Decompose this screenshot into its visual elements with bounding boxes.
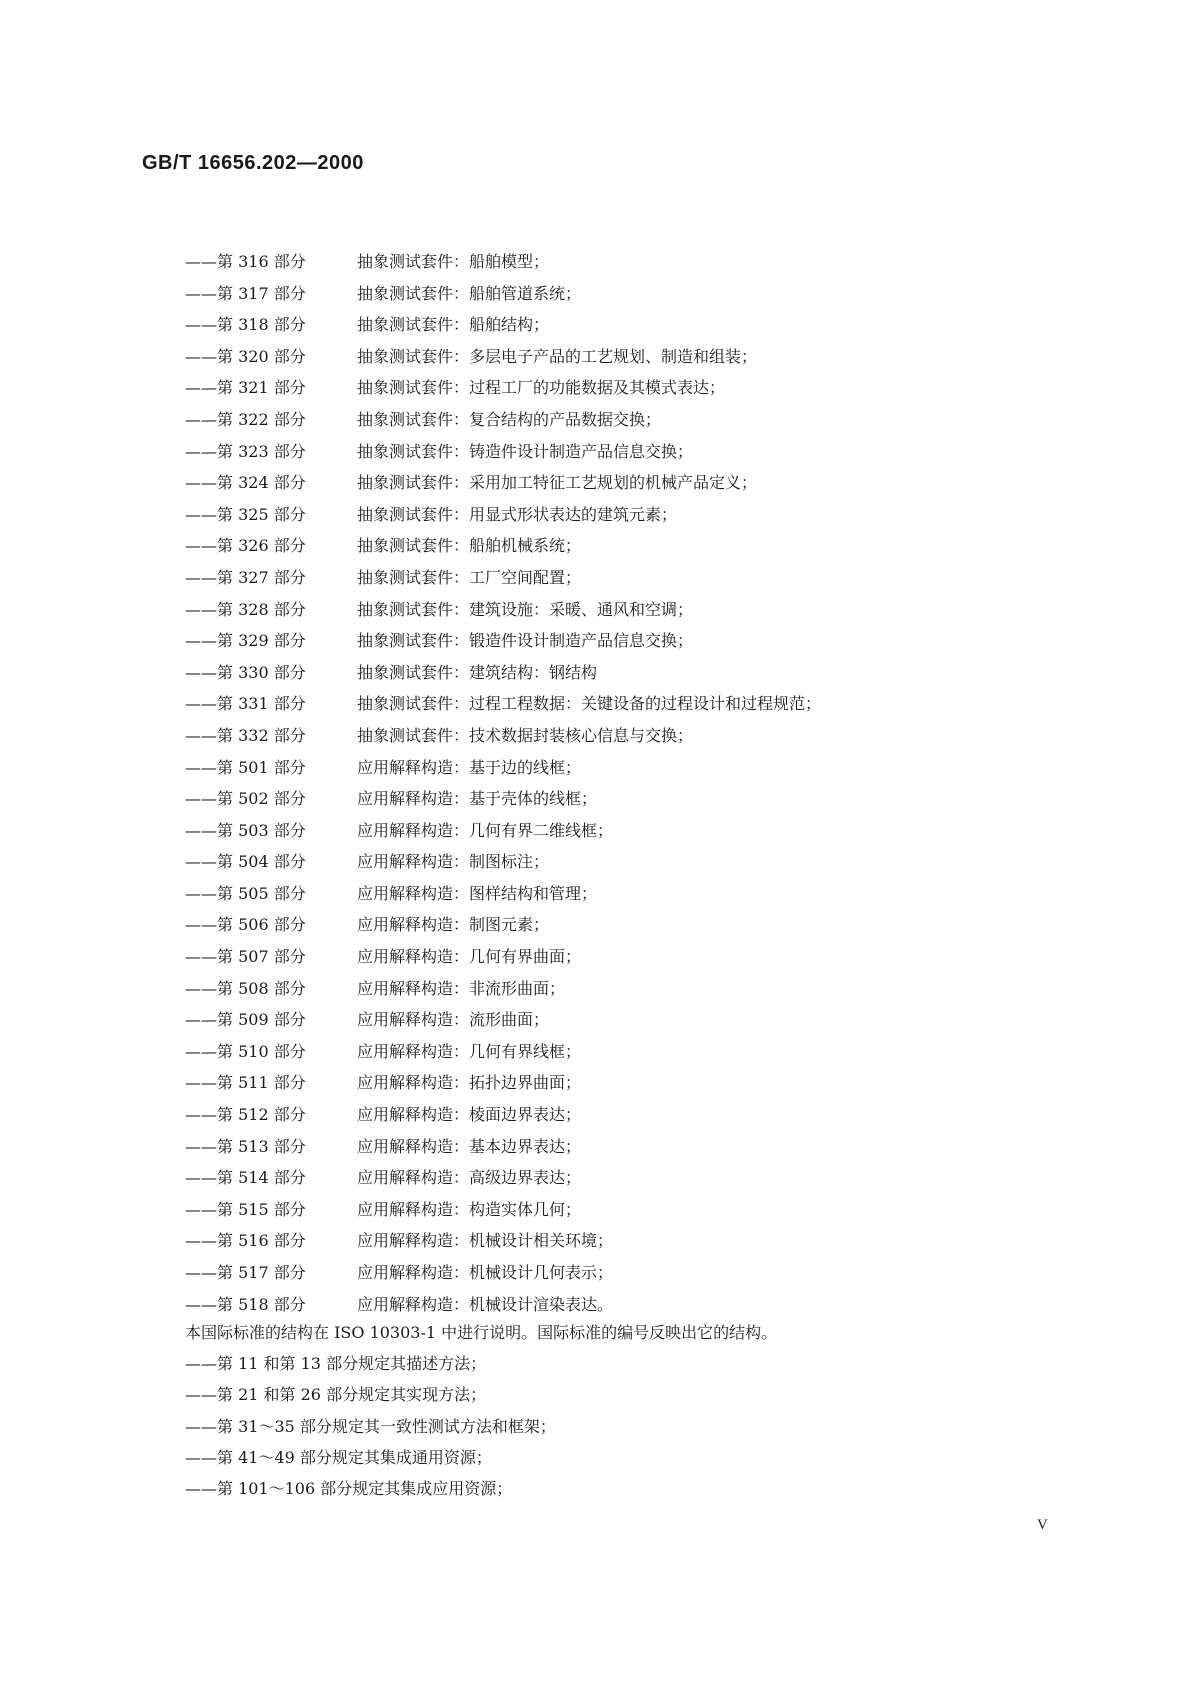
part-description: 抽象测试套件：铸造件设计制造产品信息交换； (357, 441, 694, 461)
list-item (185, 625, 821, 657)
part-description: 应用解释构造：基本边界表达； (357, 1136, 582, 1156)
list-item (185, 846, 821, 878)
part-number: ——第 316 部分 (185, 252, 306, 271)
part-description: 抽象测试套件：工厂空间配置； (357, 567, 582, 587)
list-item (185, 1067, 821, 1099)
list-item (185, 657, 821, 689)
part-number: ——第 508 部分 (185, 978, 306, 998)
list-item (185, 1162, 821, 1194)
list-item (185, 246, 821, 278)
part-description: 抽象测试套件：技术数据封装核心信息与交换； (357, 725, 694, 745)
part-number: ——第 331 部分 (185, 694, 306, 714)
list-item (185, 1194, 821, 1226)
part-number: ——第 330 部分 (185, 662, 306, 682)
part-description: 应用解释构造：几何有界线框； (357, 1041, 582, 1061)
part-number: ——第 327 部分 (185, 567, 306, 587)
list-item (185, 1004, 821, 1036)
part-description: 抽象测试套件：船舶机械系统； (357, 536, 582, 556)
part-number: ——第 505 部分 (185, 883, 306, 903)
list-item (185, 1257, 821, 1289)
list-item (185, 436, 821, 468)
part-number: ——第 514 部分 (185, 1168, 306, 1188)
part-description: 抽象测试套件：锻造件设计制造产品信息交换； (357, 631, 694, 651)
part-description: 应用解释构造：几何有界二维线框； (357, 820, 614, 840)
part-number: ——第 507 部分 (185, 947, 306, 967)
list-item: ——第 41～49 部分规定其集成通用资源； (185, 1447, 492, 1467)
part-description: 应用解释构造：制图元素； (357, 915, 550, 935)
part-description: 应用解释构造：高级边界表达； (357, 1168, 582, 1188)
part-description: 抽象测试套件：过程工程数据：关键设备的过程设计和过程规范； (357, 694, 822, 714)
part-description: 抽象测试套件：船舶结构； (357, 315, 550, 335)
part-number: ——第 516 部分 (185, 1231, 306, 1251)
part-number: ——第 510 部分 (185, 1041, 306, 1061)
part-number: ——第 328 部分 (185, 599, 306, 619)
part-number: ——第 324 部分 (185, 473, 306, 493)
list-item (185, 467, 821, 499)
list-item (185, 720, 821, 752)
list-item: ——第 31～35 部分规定其一致性测试方法和框架； (185, 1416, 556, 1436)
part-description: 应用解释构造：制图标注； (357, 852, 550, 872)
part-description: 应用解释构造：拓扑边界曲面； (357, 1073, 582, 1093)
list-item (185, 909, 821, 941)
part-description: 抽象测试套件：船舶管道系统； (357, 283, 582, 303)
part-number: ——第 501 部分 (185, 757, 306, 777)
list-item (185, 499, 821, 531)
part-description: 抽象测试套件：复合结构的产品数据交换； (357, 409, 662, 429)
part-description: 抽象测试套件：过程工厂的功能数据及其模式表达； (357, 378, 726, 398)
part-description: 应用解释构造：机械设计几何表示； (357, 1263, 614, 1282)
part-description: 抽象测试套件：船舶模型； (357, 252, 550, 271)
part-description: 抽象测试套件：建筑设施：采暖、通风和空调； (357, 599, 694, 619)
page-number: V (1037, 1517, 1048, 1533)
list-item: ——第 11 和第 13 部分规定其描述方法； (185, 1354, 487, 1374)
part-number: ——第 515 部分 (185, 1199, 306, 1219)
list-item (185, 1289, 821, 1321)
list-item (185, 1036, 821, 1068)
part-description: 应用解释构造：几何有界曲面； (357, 947, 582, 967)
list-item (185, 404, 821, 436)
part-description: 应用解释构造：机械设计相关环境； (357, 1231, 614, 1251)
list-item (185, 1131, 821, 1163)
part-number: ——第 502 部分 (185, 789, 306, 809)
part-number: ——第 322 部分 (185, 409, 306, 429)
part-number: ——第 509 部分 (185, 1010, 306, 1030)
part-description: 应用解释构造：构造实体几何； (357, 1199, 582, 1219)
part-number: ——第 332 部分 (185, 725, 306, 745)
part-number: ——第 325 部分 (185, 504, 306, 524)
part-number: ——第 503 部分 (185, 820, 306, 840)
list-item (185, 341, 821, 373)
list-item (185, 372, 821, 404)
list-item (185, 973, 821, 1005)
document-id-header: GB/T 16656.202—2000 (142, 152, 364, 174)
part-number: ——第 504 部分 (185, 852, 306, 872)
part-description: 抽象测试套件：建筑结构：钢结构 (357, 662, 598, 682)
part-number: ——第 326 部分 (185, 536, 306, 556)
parts-list (185, 246, 821, 1320)
list-item (185, 594, 821, 626)
list-item: ——第 21 和第 26 部分规定其实现方法； (185, 1385, 487, 1405)
structure-description (185, 1317, 777, 1504)
list-item (185, 815, 821, 847)
list-item (185, 309, 821, 341)
part-number: ——第 511 部分 (185, 1073, 306, 1093)
list-item (185, 941, 821, 973)
list-item (185, 278, 821, 310)
part-number: ——第 513 部分 (185, 1136, 306, 1156)
part-description: 应用解释构造：非流形曲面； (357, 978, 566, 998)
part-description: 抽象测试套件：采用加工特征工艺规划的机械产品定义； (357, 473, 758, 493)
part-description: 应用解释构造：基于边的线框； (357, 757, 582, 777)
list-item: ——第 101～106 部分规定其集成应用资源； (185, 1478, 513, 1498)
list-item (185, 530, 821, 562)
list-item (185, 1225, 821, 1257)
part-description: 应用解释构造：图样结构和管理； (357, 883, 598, 903)
part-number: ——第 321 部分 (185, 378, 306, 398)
paragraph: 本国际标准的结构在 ISO 10303-1 中进行说明。国际标准的编号反映出它的结构。 (185, 1323, 778, 1342)
list-item (185, 752, 821, 784)
part-number: ——第 518 部分 (185, 1294, 306, 1314)
part-description: 应用解释构造：流形曲面； (357, 1010, 550, 1030)
part-description: 应用解释构造：棱面边界表达； (357, 1105, 582, 1125)
list-item (185, 1099, 821, 1131)
list-item (185, 688, 821, 720)
part-number: ——第 318 部分 (185, 315, 306, 335)
part-number: ——第 317 部分 (185, 283, 306, 303)
part-description: 应用解释构造：机械设计渲染表达。 (357, 1294, 614, 1314)
part-number: ——第 320 部分 (185, 346, 306, 366)
list-item (185, 783, 821, 815)
part-number: ——第 506 部分 (185, 915, 306, 935)
part-number: ——第 323 部分 (185, 441, 306, 461)
part-number: ——第 512 部分 (185, 1105, 306, 1125)
list-item (185, 562, 821, 594)
part-description: 抽象测试套件：用显式形状表达的建筑元素； (357, 504, 678, 524)
part-description: 应用解释构造：基于壳体的线框； (357, 789, 598, 809)
part-number: ——第 329 部分 (185, 631, 306, 651)
part-number: ——第 517 部分 (185, 1263, 306, 1282)
part-description: 抽象测试套件：多层电子产品的工艺规划、制造和组装； (357, 346, 758, 366)
list-item (185, 878, 821, 910)
